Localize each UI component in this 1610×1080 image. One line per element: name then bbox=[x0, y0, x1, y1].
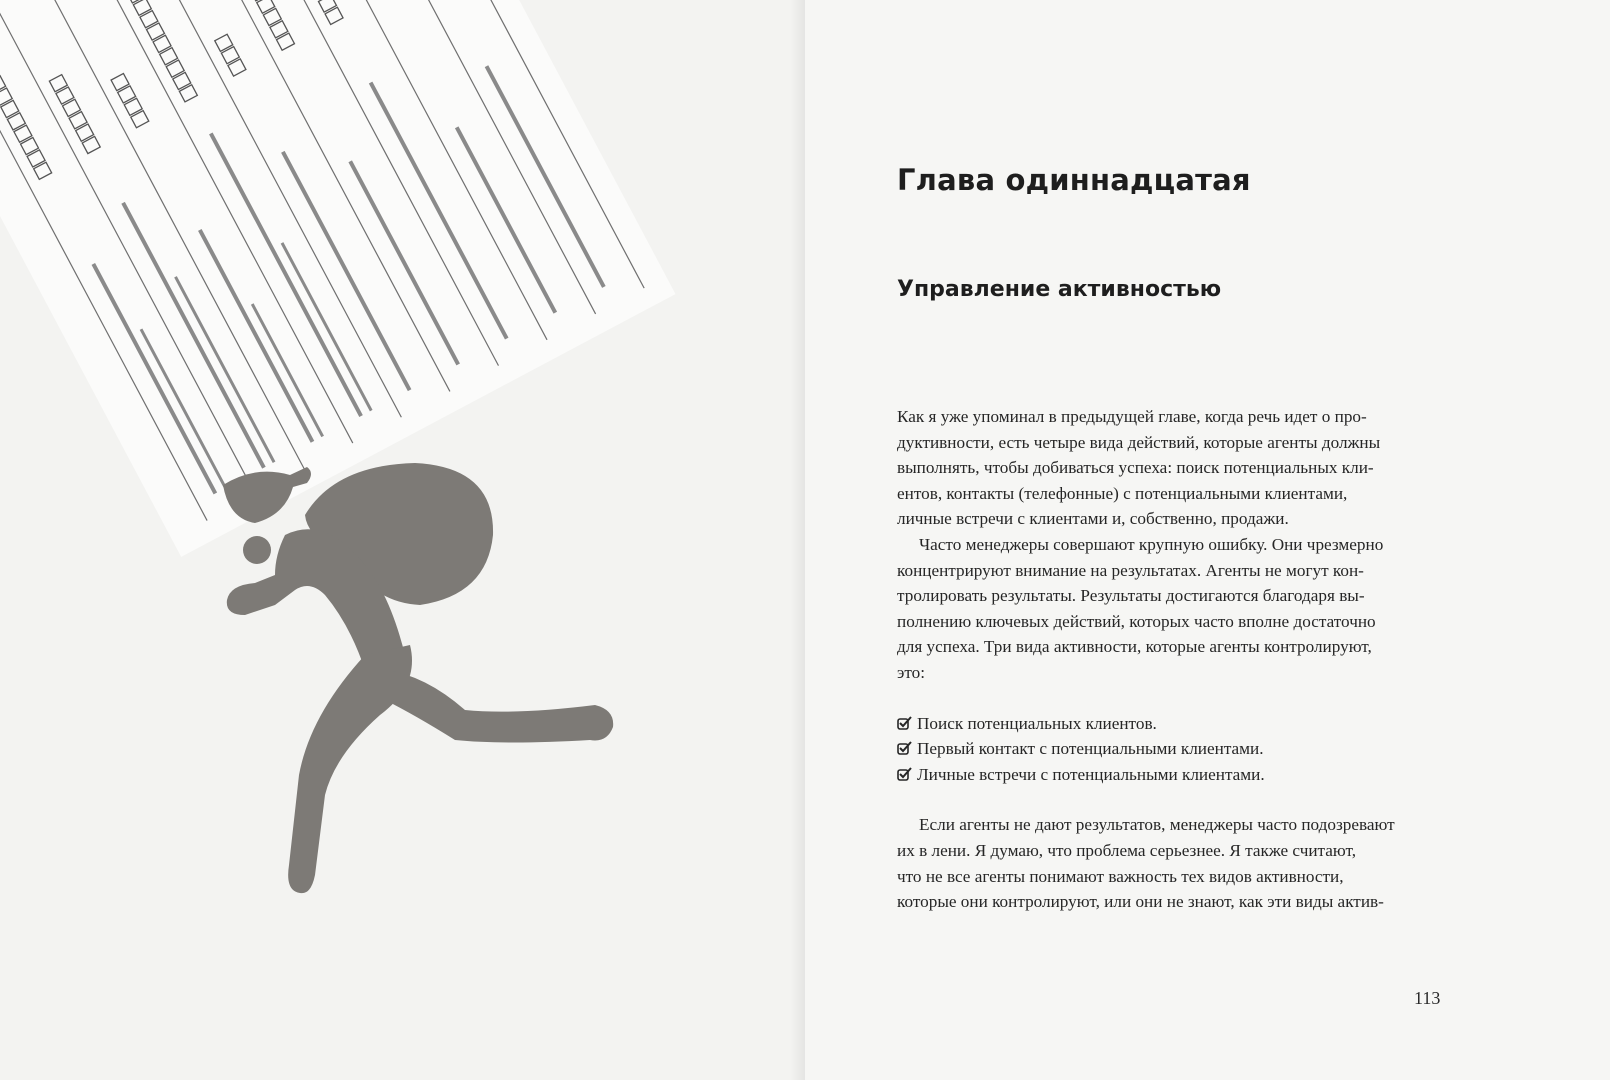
checklist bbox=[897, 711, 1445, 788]
text-line: это: bbox=[897, 662, 926, 682]
check-box-icon bbox=[897, 716, 913, 730]
text-line: Если агенты не дают результатов, менеджеры часто подозревают bbox=[919, 815, 1395, 835]
checklist-item bbox=[897, 736, 1445, 762]
text-line: тролировать результаты. Результаты достигаются благодаря вы- bbox=[897, 586, 1365, 606]
paragraph-3 bbox=[897, 812, 1445, 914]
checklist-item-text: Поиск потенциальных клиентов. bbox=[917, 713, 1157, 733]
text-line: Часто менеджеры совершают крупную ошибку. Они чрезмерно bbox=[919, 534, 1384, 554]
text-line: концентрируют внимание на результатах. Агенты не могут кон- bbox=[897, 560, 1364, 580]
check-box-icon bbox=[897, 767, 913, 781]
checklist-item bbox=[897, 711, 1445, 737]
checklist-item-text: Первый контакт с потенциальными клиентами. bbox=[917, 739, 1264, 759]
text-line: выполнять, чтобы добиваться успеха: поиск потенциальных кли- bbox=[897, 458, 1374, 478]
check-box-icon bbox=[897, 741, 913, 755]
checklist-item-text: Личные встречи с потенциальными клиентами. bbox=[917, 764, 1265, 784]
runner-with-sack-icon bbox=[215, 455, 635, 905]
page-number: 113 bbox=[1414, 988, 1441, 1008]
text-line: для успеха. Три вида активности, которые агенты контролируют, bbox=[897, 637, 1372, 657]
text-line: ентов, контакты (телефонные) с потенциальными клиентами, bbox=[897, 483, 1348, 503]
paragraph-2 bbox=[897, 532, 1445, 686]
checklist-item bbox=[897, 762, 1445, 788]
text-line: которые они контролируют, или они не знают, как эти виды актив- bbox=[897, 892, 1384, 912]
body-text bbox=[897, 404, 1445, 915]
text-line: полнению ключевых действий, которых часто вполне достаточно bbox=[897, 611, 1376, 631]
chapter-title: Глава одиннадцатая bbox=[897, 163, 1251, 197]
section-title: Управление активностью bbox=[897, 277, 1222, 302]
text-line: Как я уже упоминал в предыдущей главе, когда речь идет о про- bbox=[897, 407, 1367, 426]
text-line: дуктивности, есть четыре вида действий, которые агенты должны bbox=[897, 432, 1381, 452]
text-line: личные встречи с клиентами и, собственно, продажи. bbox=[897, 509, 1289, 529]
paragraph-1 bbox=[897, 404, 1445, 532]
text-line: что не все агенты понимают важность тех видов активности, bbox=[897, 866, 1344, 886]
text-line: их в лени. Я думаю, что проблема серьезнее. Я также считают, bbox=[897, 840, 1357, 860]
